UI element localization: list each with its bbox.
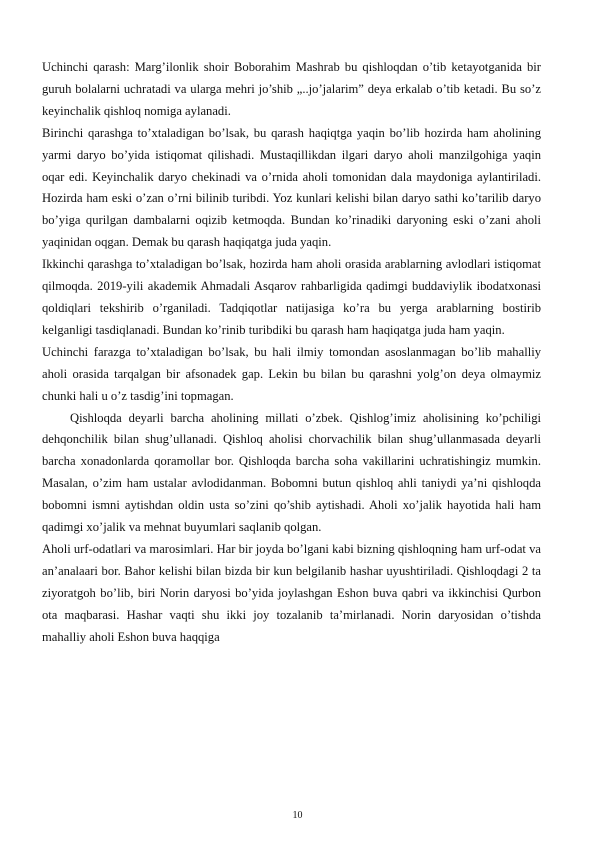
document-body <box>42 57 541 648</box>
page-number: 10 <box>292 810 303 821</box>
paragraph-second-view-analysis: Ikkinchi qarashga to’xtaladigan bo’lsak, hozirda ham aholi orasida arablarning avlodlari istiqomat qilmoqda. 2019-yili akademik Ahmadali Asqarov rahbarligida qadimgi buddaviylik ibodatxonasi qoldiqlari tekshirib o’rganiladi. Tadqiqotlar natijasiga ko’ra bu yerga arablarning bostirib kelganligi tasdiqlanadi. Bundan ko’rinib turibdiki bu qarash ham haqiqatga juda ham yaqin. <box>42 257 541 337</box>
paragraph-population: Qishloqda deyarli barcha aholining millati o’zbek. Qishlog’imiz aholisining ko’pchiligi dehqonchilik bilan shug’ullanadi. Qishloq aholisi chorvachilik bilan shug’ullanmasada deyarli barcha xonadonlarda qoramollar bor. Qishloqda barcha soha vakillarini uchratishingiz mumkin. Masalan, o’zim ham ustalar avlodidanman. Bobomni butun qishloq ahli taniydi ya’ni qishloqda bobomni ismni aytishdan oldin usta so’zini qo’shib aytishadi. Aholi xo’jalik hayotida hali ham qadimgi xo’jalik va mehnat buyumlari saqlanib qolgan. <box>42 410 541 535</box>
paragraph-third-view: Uchinchi qarash: Marg’ilonlik shoir Boborahim Mashrab bu qishloqdan o’tib ketayotganida bir guruh bolalarni uchratadi va ularga mehri jo’shib „..jo’jalarim” deya erkalab o’tib ketadi. Bu so’z keyinchalik qishloq nomiga aylanadi. <box>42 60 541 118</box>
paragraph-third-hypothesis-analysis: Uchinchi farazga to’xtaladigan bo’lsak, bu hali ilmiy tomondan asoslanmagan bo’lib mahalliy aholi orasida tarqalgan bir afsonadek gap. Lekin bu bilan bu qarashni yolg’on deya olmaymiz chunki hali u o’z tasdig’ini topmagan. <box>42 344 541 403</box>
paragraph-customs-traditions: Aholi urf-odatlari va marosimlari. Har bir joyda bo’lgani kabi bizning qishloqning ham urf-odat va an’analaari bor. Bahor kelishi bilan bizda bir kun belgilanib hashar uyushtiriladi. Qishloqdagi 2 ta ziyoratgoh bo’lib, biri Norin daryosi bo’yida joylashgan Eshon buva qabri va ikkinchisi Qurbon ota maqbarasi. Hashar vaqti shu ikki joy tozalanib ta’mirlanadi. Norin daryosidan o’tishda mahalliy aholi Eshon buva haqqiga <box>42 541 541 644</box>
paragraph-first-view-analysis: Birinchi qarashga to’xtaladigan bo’lsak, bu qarash haqiqtga yaqin bo’lib hozirda ham aholining yarmi daryo bo’yida istiqomat qilishadi. Mustaqillikdan ilgari daryo aholi manzilgohiga yaqin oqar edi. Keyinchalik daryo chekinadi va o’rnida aholi tomonidan dala maydoniga aylantiriladi. Hozirda ham eski o’zan o’rni bilinib turibdi. Yoz kunlari kelishi bilan daryo sathi ko’tarilib daryo bo’yiga qurilgan dambalarni oqizib ketmoqda. Bundan ko’rinadiki daryoning eski o’zani aholi yaqinidan oqgan. Demak bu qarash haqiqatga juda yaqin. <box>42 125 541 250</box>
